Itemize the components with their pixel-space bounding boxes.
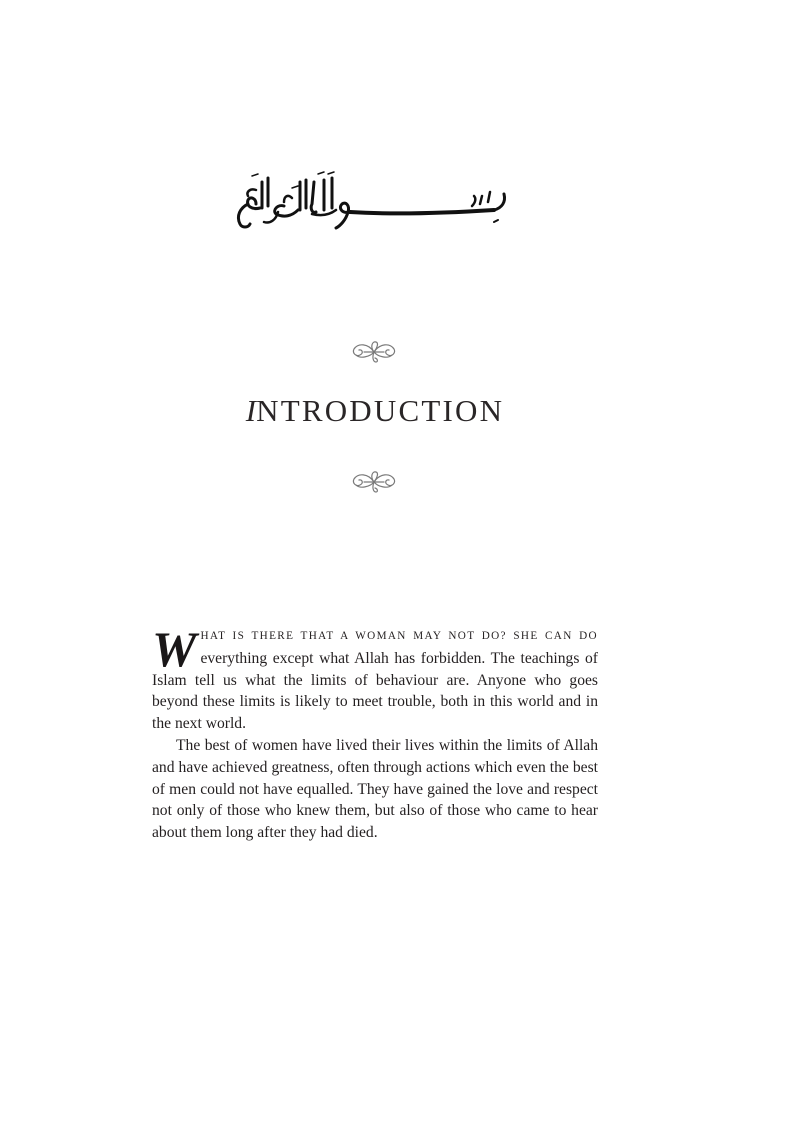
top-ornament — [350, 339, 398, 365]
drop-cap: W — [152, 621, 197, 677]
bismillah-calligraphy — [232, 168, 514, 232]
fleuron-ornament-icon — [350, 469, 398, 495]
paragraph-1 — [152, 621, 598, 735]
introduction-body — [152, 621, 598, 844]
small-caps-lead: HAT IS THERE THAT A WOMAN MAY NOT DO? SHE CAN DO — [200, 630, 598, 642]
paragraph-1-text: everything except what Allah has forbidden. The teachings of Islam tell us what the limits of behaviour are. Anyone who goes beyond these limits is likely to meet trouble, both in this world and in the next world. — [152, 649, 598, 733]
paragraph-2: The best of women have lived their lives within the limits of Allah and have achieved greatness, often through actions which even the best of men could not have equalled. They have gained the love and respect not only of those who knew them, but also of those who came to hear about them long after they had died. — [152, 736, 598, 842]
arabic-calligraphy-icon — [232, 168, 514, 232]
fleuron-ornament-icon — [350, 339, 398, 365]
chapter-title-initial: I — [245, 393, 257, 428]
chapter-title — [0, 393, 750, 429]
chapter-title-rest: NTRODUCTION — [256, 393, 505, 428]
bottom-ornament — [350, 469, 398, 495]
